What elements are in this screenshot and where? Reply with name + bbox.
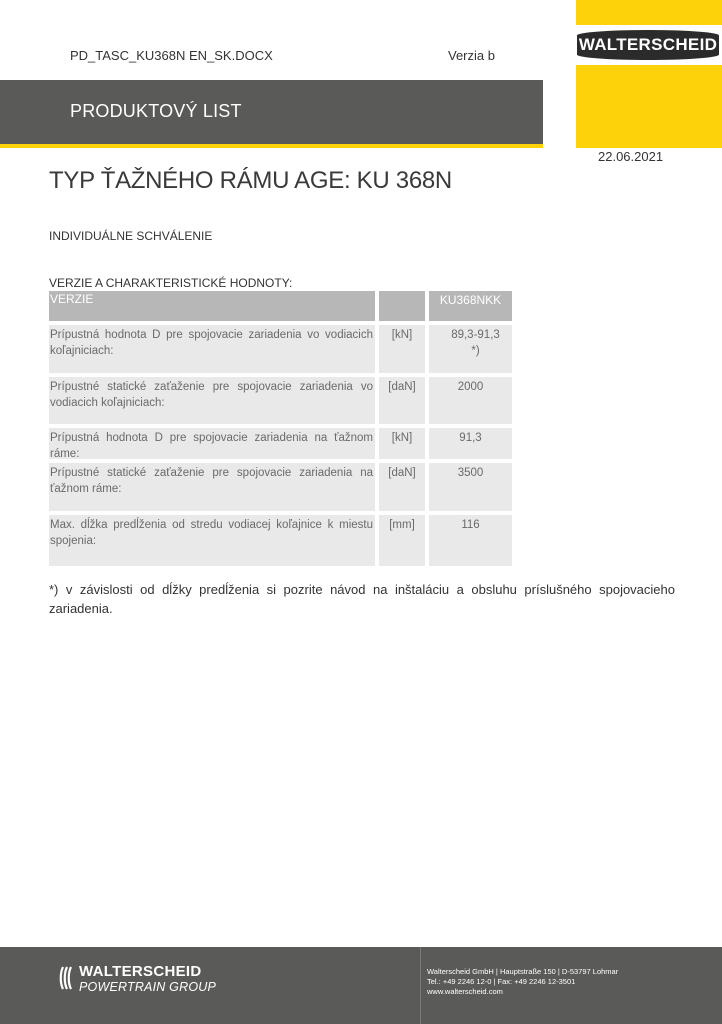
table-row-value: 3500 — [429, 463, 512, 511]
header-accent-line — [0, 144, 543, 148]
table-row-unit: [kN] — [379, 428, 425, 459]
section-heading: VERZIE A CHARAKTERISTICKÉ HODNOTY: — [49, 276, 293, 290]
table-row-description: Prípustná hodnota D pre spojovacie zariadenia na ťažnom ráme: — [49, 428, 375, 459]
document-date: 22.06.2021 — [598, 149, 664, 164]
footnote: *) v závislosti od dĺžky predĺženia si pozrite návod na inštaláciu a obsluhu príslušného spojovacieho zariadenia. — [49, 582, 675, 616]
table-header-column: KU368NKK — [429, 291, 512, 321]
table-row-description: Prípustné statické zaťaženie pre spojovacie zariadenia na ťažnom ráme: — [49, 463, 375, 511]
footer-brand: WALTERSCHEID — [79, 963, 202, 980]
footer-phone: Tel.: +49 2246 12-0 | Fax: +49 2246 12-3501 — [427, 977, 576, 986]
brand-yellow-block — [576, 0, 722, 148]
document-version: Verzia b — [448, 48, 495, 63]
band-title: PRODUKTOVÝ LIST — [70, 101, 242, 121]
table-row-value: 2000 — [429, 377, 512, 424]
table-row-value: 116 — [429, 515, 512, 566]
table-row-description: Prípustné statické zaťaženie pre spojovacie zariadenia vo vodiacich koľajniciach: — [49, 377, 375, 424]
approval-label: INDIVIDUÁLNE SCHVÁLENIE — [49, 229, 213, 243]
table-row-unit: [mm] — [379, 515, 425, 566]
footer-website: www.walterscheid.com — [427, 987, 503, 996]
footer-address: Walterscheid GmbH | Hauptstraße 150 | D-53797 Lohmar — [427, 967, 619, 976]
table-row-value: 89,3-91,3 *) — [429, 325, 512, 373]
table-row-description: Prípustná hodnota D pre spojovacie zariadenia vo vodiacich koľajniciach: — [49, 325, 375, 373]
table-row-unit: [kN] — [379, 325, 425, 373]
footer-divider — [420, 947, 421, 1024]
page-title: TYP ŤAŽNÉHO RÁMU AGE: KU 368N — [49, 167, 452, 194]
table-row-value: 91,3 — [429, 428, 512, 459]
footer-group: POWERTRAIN GROUP — [79, 980, 217, 994]
table-row-unit: [daN] — [379, 463, 425, 511]
logo-text: WALTERSCHEID — [578, 35, 718, 54]
table-row-unit: [daN] — [379, 377, 425, 424]
document-name: PD_TASC_KU368N EN_SK.DOCX — [70, 48, 273, 63]
table-header-unit — [379, 291, 425, 321]
table-header-label: VERZIE — [49, 291, 375, 321]
walterscheid-mark-icon — [59, 965, 75, 991]
table-row-description: Max. dĺžka predĺženia od stredu vodiacej koľajnice k miestu spojenia: — [49, 515, 375, 566]
